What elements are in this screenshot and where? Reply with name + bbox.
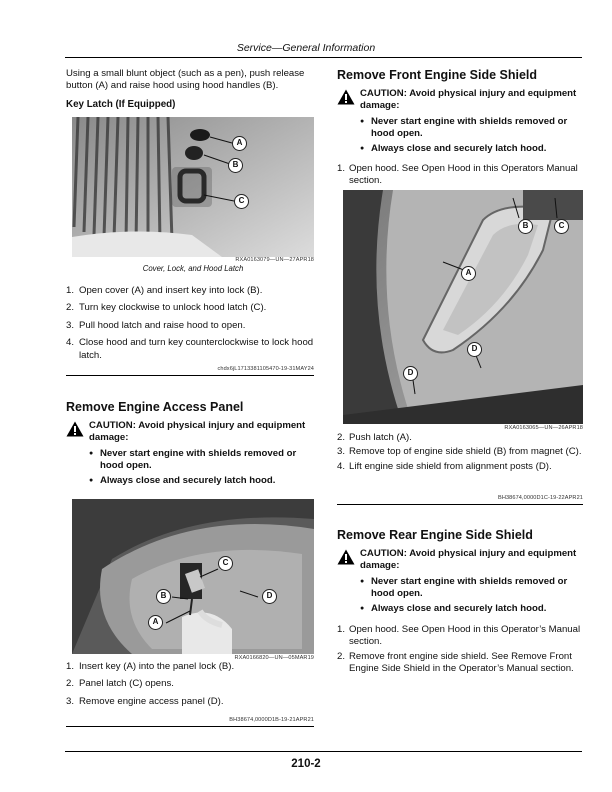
callout-a: A xyxy=(461,266,476,281)
reference-code: BH38674,0000D1C-19-22APR21 xyxy=(497,495,583,501)
reference-code: BH38674,0000D1B-19-21APR21 xyxy=(229,717,314,723)
section-rule xyxy=(66,375,314,376)
callout-d: D xyxy=(467,342,482,357)
photo-code: RXA0163065—UN—26APR18 xyxy=(504,425,583,431)
step-item: 3. Remove top of engine side shield (B) from magnet (C). xyxy=(337,446,582,458)
caution-block xyxy=(337,548,585,618)
running-header: Service—General Information xyxy=(236,42,376,54)
warning-icon xyxy=(337,549,355,565)
caution-text: CAUTION: Avoid physical injury and equipment damage: xyxy=(360,548,577,571)
callout-d: D xyxy=(403,366,418,381)
intro-paragraph: Using a small blunt object (such as a pen), push release button (A) and raise hood using hood handles (B). xyxy=(66,68,305,92)
step-item: 2. Push latch (A). xyxy=(337,432,412,443)
front-shield-photo xyxy=(343,190,583,424)
bullet-item: ● Always close and securely latch hood. xyxy=(360,143,585,155)
bullet-item: ● Never start engine with shields removed or hood open. xyxy=(360,576,585,600)
key-latch-photo xyxy=(72,117,314,257)
step-item: 1. Open hood. See Open Hood in this Operator’s Manual section. xyxy=(337,624,581,648)
callout-b: B xyxy=(156,589,171,604)
step-item: 1. Insert key (A) into the panel lock (B). xyxy=(66,661,235,672)
front-shield-heading: Remove Front Engine Side Shield xyxy=(337,68,538,82)
caution-text: CAUTION: Avoid physical injury and equipment damage: xyxy=(360,88,577,111)
callout-b: B xyxy=(518,219,533,234)
engine-access-photo xyxy=(72,499,314,654)
engine-access-steps xyxy=(66,661,316,713)
step-item: 4. Close hood and turn key counterclockwise to lock hood latch. xyxy=(66,337,314,361)
header-rule xyxy=(65,57,582,58)
section-rule xyxy=(337,504,583,505)
rear-shield-steps xyxy=(337,624,585,678)
step-item: 3. Remove engine access panel (D). xyxy=(66,695,224,707)
key-latch-heading: Key Latch (If Equipped) xyxy=(66,99,176,110)
step-item: 2. Panel latch (C) opens. xyxy=(66,678,174,690)
step-item: 2. Turn key clockwise to unlock hood latch (C). xyxy=(66,302,267,314)
bullet-item: ● Always close and securely latch hood. xyxy=(89,475,316,487)
callout-a: A xyxy=(232,136,247,151)
caution-bullets xyxy=(66,448,316,487)
callout-d: D xyxy=(262,589,277,604)
reference-code: chdx6jL1713381105470-19-31MAY24 xyxy=(217,366,314,372)
key-latch-steps xyxy=(66,285,316,367)
callout-c: C xyxy=(554,219,569,234)
warning-icon xyxy=(337,89,355,105)
caution-text: CAUTION: Avoid physical injury and equipment damage: xyxy=(89,420,306,443)
footer-rule xyxy=(65,751,582,752)
section-rule xyxy=(66,726,314,727)
bullet-item: ● Never start engine with shields removed or hood open. xyxy=(89,448,316,472)
rear-shield-heading: Remove Rear Engine Side Shield xyxy=(337,528,533,542)
warning-icon xyxy=(66,421,84,437)
caution-bullets xyxy=(337,116,585,155)
bullet-item: ● Never start engine with shields removed or hood open. xyxy=(360,116,585,140)
photo-code: RXA0166820—UN—05MAR19 xyxy=(234,655,314,661)
step-item: 1. Open cover (A) and insert key into lock (B). xyxy=(66,285,263,296)
page-number: 210-2 xyxy=(291,758,321,770)
bullet-item: ● Always close and securely latch hood. xyxy=(360,603,585,615)
engine-access-heading: Remove Engine Access Panel xyxy=(66,400,244,414)
photo-caption: Cover, Lock, and Hood Latch xyxy=(142,264,244,273)
step-item: 2. Remove front engine side shield. See Remove Front Engine Side Shield in the Operator’s Manual section. xyxy=(337,650,574,675)
callout-c: C xyxy=(218,556,233,571)
callout-c: C xyxy=(234,194,249,209)
caution-block xyxy=(337,88,585,158)
step-item: 4. Lift engine side shield from alignment posts (D). xyxy=(337,460,552,472)
callout-b: B xyxy=(228,158,243,173)
front-shield-steps xyxy=(337,432,585,475)
photo-code: RXA0163079—UN—27APR18 xyxy=(235,257,314,263)
callout-a: A xyxy=(148,615,163,630)
front-shield-step1 xyxy=(337,163,585,190)
caution-block xyxy=(66,420,316,490)
step-item: 1. Open hood. See Open Hood in this Operators Manual section. xyxy=(337,163,578,187)
caution-bullets xyxy=(337,576,585,615)
step-item: 3. Pull hood latch and raise hood to open. xyxy=(66,319,246,331)
